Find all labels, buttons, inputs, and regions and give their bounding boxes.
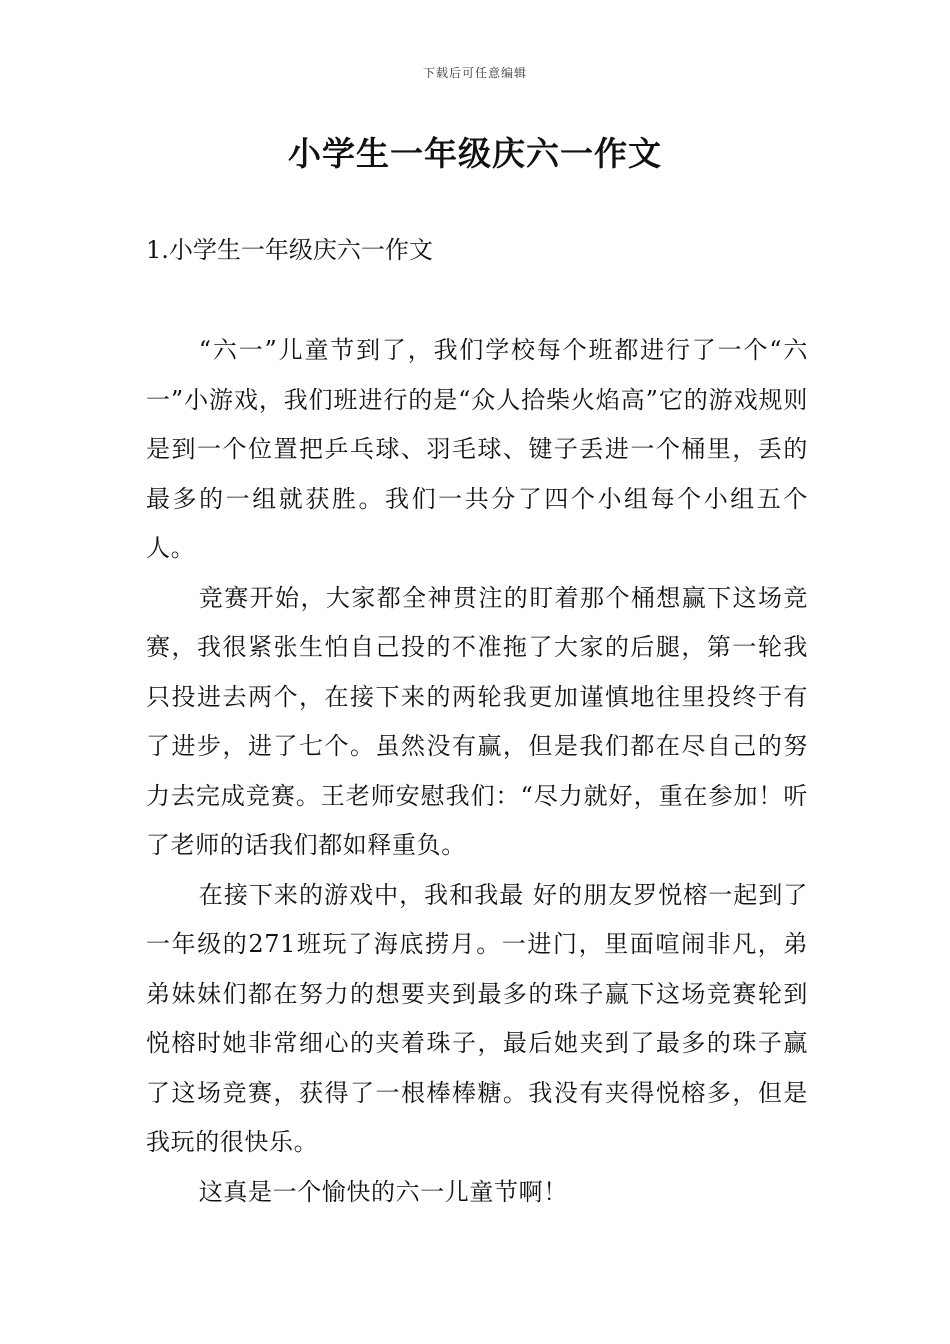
paragraph-3: 在接下来的游戏中，我和我最 好的朋友罗悦榕一起到了一年级的271班玩了海底捞月。一进门，里面喧闹非凡，弟弟妹妹们都在努力的想要夹到最多的珠子赢下这场竞赛轮到悦榕时她非常细心的夹着珠子，最后她夹到了最多的珠子赢了这场竞赛，获得了一根棒棒糖。我没有夹得悦榕多，但是我玩的很快乐。 [146, 880, 808, 1156]
paragraph-2: 竞赛开始，大家都全神贯注的盯着那个桶想赢下这场竞赛，我很紧张生怕自己投的不准拖了大家的后腿，第一轮我只投进去两个，在接下来的两轮我更加谨慎地往里投终于有了进步，进了七个。虽然没有赢，但是我们都在尽自己的努力去完成竞赛。王老师安慰我们：“尽力就好，重在参加！听了老师的话我们都如释重负。 [146, 583, 808, 859]
essay-body [146, 326, 808, 1217]
section-heading: 1.小学生一年级庆六一作文 [146, 236, 433, 264]
paragraph-1: “六一”儿童节到了，我们学校每个班都进行了一个“六一”小游戏，我们班进行的是“众人拾柴火焰高”它的游戏规则是到一个位置把乒乓球、羽毛球、键子丢进一个桶里，丢的最多的一组就获胜。我们一共分了四个小组每个小组五个人。 [146, 336, 808, 562]
header-note: 下载后可任意编辑 [422, 66, 527, 80]
document-title: 小学生一年级庆六一作文 [288, 134, 662, 173]
paragraph-4: 这真是一个愉快的六一儿童节啊！ [198, 1177, 568, 1206]
